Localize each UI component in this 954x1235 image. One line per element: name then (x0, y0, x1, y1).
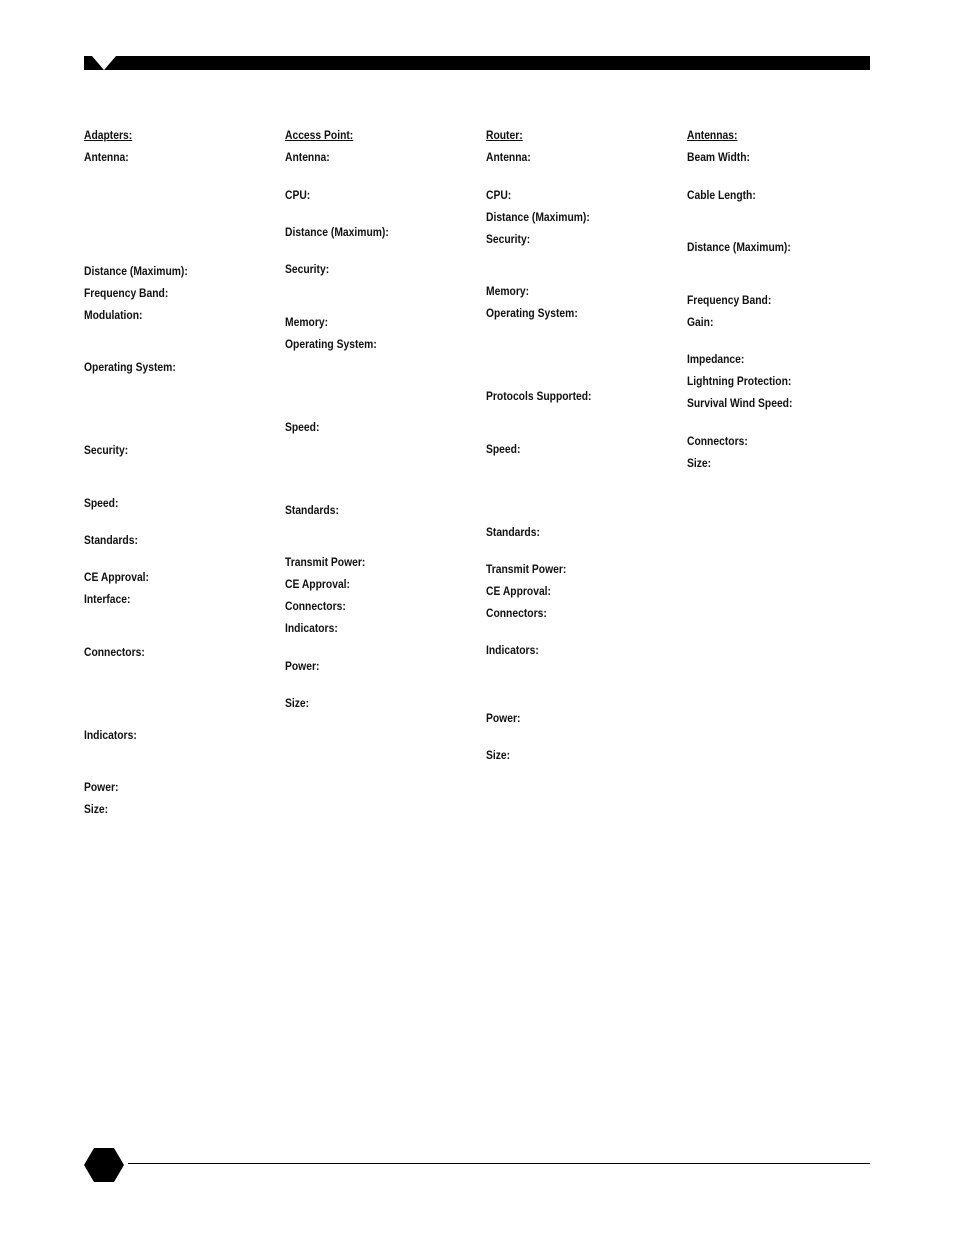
spec-label: Distance (Maximum): (84, 264, 188, 278)
spec-label: Operating System: (285, 337, 377, 351)
spec-label: CE Approval: (285, 577, 350, 591)
spec-label: Distance (Maximum): (285, 225, 389, 239)
footer-rule (128, 1163, 870, 1164)
spec-label: Standards: (84, 533, 138, 547)
spec-label: Distance (Maximum): (486, 210, 590, 224)
spec-label: Power: (84, 780, 119, 794)
page-marker-diamond-icon (84, 1148, 124, 1182)
spec-label: Cable Length: (687, 188, 756, 202)
spec-label: Connectors: (285, 599, 346, 613)
spec-label: Size: (84, 802, 109, 816)
spec-label: Security: (285, 262, 330, 276)
spec-label: Impedance: (687, 352, 745, 366)
spec-label: Antenna: (84, 150, 129, 164)
spec-label: Operating System: (486, 306, 578, 320)
spec-label: Protocols Supported: (486, 389, 592, 403)
spec-label: CE Approval: (486, 584, 551, 598)
spec-label: Memory: (486, 284, 530, 298)
spec-label: Connectors: (84, 645, 145, 659)
column-header: Router: (486, 128, 523, 142)
spec-label: Lightning Protection: (687, 374, 792, 388)
spec-label: Beam Width: (687, 150, 750, 164)
spec-label: Gain: (687, 315, 714, 329)
header-bar (84, 56, 870, 70)
spec-label: Standards: (285, 503, 339, 517)
spec-label: CPU: (486, 188, 512, 202)
spec-label: Security: (84, 443, 129, 457)
spec-label: Speed: (486, 442, 521, 456)
spec-label: Standards: (486, 525, 540, 539)
spec-label: Survival Wind Speed: (687, 396, 793, 410)
spec-label: Indicators: (84, 728, 137, 742)
header-bar-notch (92, 56, 116, 70)
spec-label: Size: (687, 456, 712, 470)
column-header: Access Point: (285, 128, 354, 142)
spec-label: Size: (285, 696, 310, 710)
spec-label: Antenna: (486, 150, 531, 164)
spec-label: Connectors: (687, 434, 748, 448)
spec-label: CPU: (285, 188, 311, 202)
spec-label: Speed: (84, 496, 119, 510)
spec-label: Transmit Power: (285, 555, 366, 569)
spec-label: Power: (486, 711, 521, 725)
spec-label: Frequency Band: (84, 286, 169, 300)
spec-label: Indicators: (486, 643, 539, 657)
spec-label: Transmit Power: (486, 562, 567, 576)
spec-label: Connectors: (486, 606, 547, 620)
spec-label: Operating System: (84, 360, 176, 374)
spec-label: CE Approval: (84, 570, 149, 584)
column-header: Adapters: (84, 128, 133, 142)
spec-label: Distance (Maximum): (687, 240, 791, 254)
spec-label: Antenna: (285, 150, 330, 164)
spec-label: Memory: (285, 315, 329, 329)
spec-label: Interface: (84, 592, 131, 606)
spec-label: Size: (486, 748, 511, 762)
spec-label: Indicators: (285, 621, 338, 635)
spec-label: Speed: (285, 420, 320, 434)
spec-label: Frequency Band: (687, 293, 772, 307)
spec-label: Security: (486, 232, 531, 246)
spec-label: Modulation: (84, 308, 143, 322)
spec-label: Power: (285, 659, 320, 673)
column-header: Antennas: (687, 128, 738, 142)
